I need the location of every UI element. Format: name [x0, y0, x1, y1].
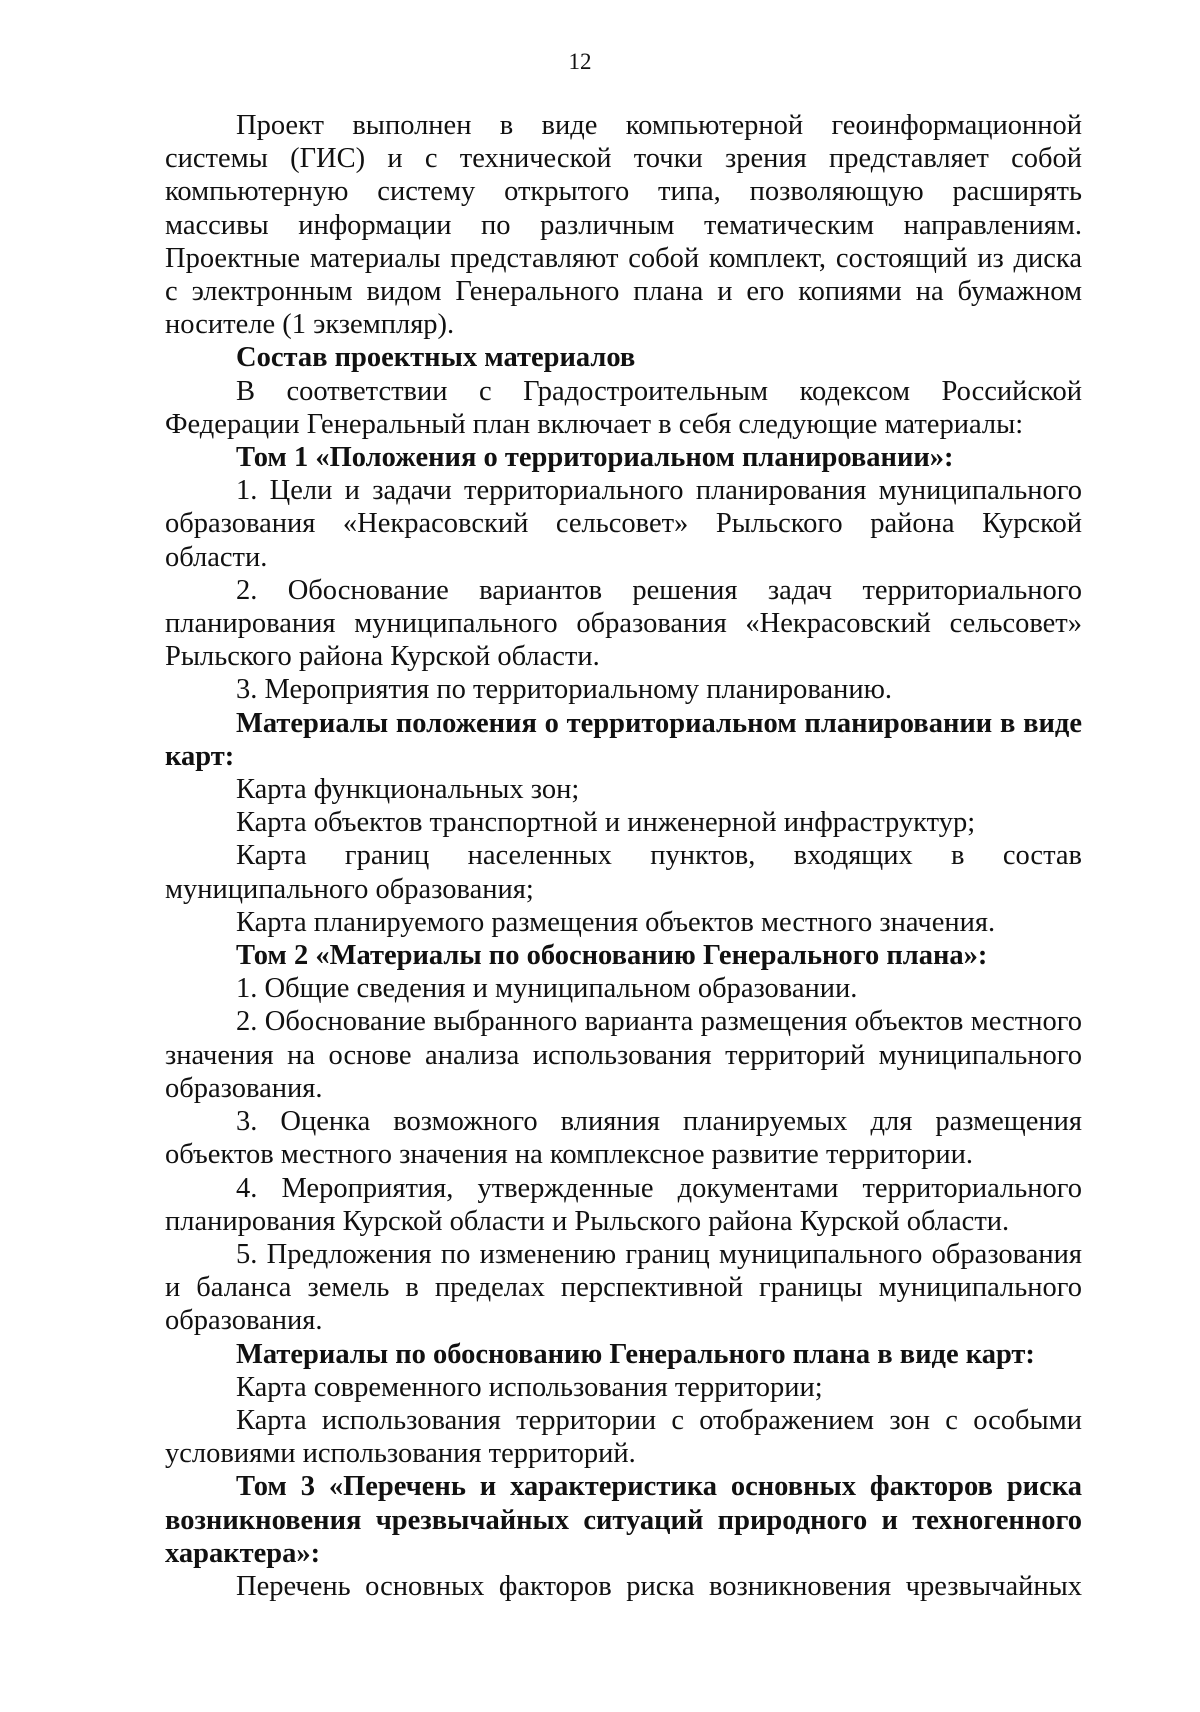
- list-item: Карта объектов транспортной и инженерной инфраструктур;: [236, 807, 976, 839]
- list-item: 3. Мероприятия по территориальному планированию.: [236, 674, 893, 706]
- page-number: 12: [568, 49, 592, 74]
- heading-maps-volume-1: Материалы положения о территориальном планировании в виде карт:: [165, 707, 1082, 772]
- list-item: 2. Обоснование выбранного варианта размещения объектов местного значения на основе анализа использования территорий муниципального образования.: [165, 1006, 1082, 1104]
- list-item: 2. Обоснование вариантов решения задач территориального планирования муниципального образования «Некрасовский сельсовет» Рыльского района Курской области.: [165, 574, 1082, 673]
- list-item: Карта функциональных зон;: [236, 774, 580, 806]
- list-item: 1. Общие сведения и муниципальном образовании.: [236, 973, 858, 1005]
- paragraph-risk-factors: Перечень основных факторов риска возникновения чрезвычайных: [236, 1570, 1082, 1602]
- document-body: [165, 109, 1082, 1603]
- list-item: 5. Предложения по изменению границ муниципального образования и баланса земель в пределах перспективной границы муниципального образования.: [165, 1238, 1082, 1337]
- list-item: Карта планируемого размещения объектов местного значения.: [236, 906, 996, 938]
- list-item: Карта современного использования территории;: [236, 1371, 823, 1403]
- heading-materials: Состав проектных материалов: [236, 342, 636, 374]
- paragraph-accordance: В соответствии с Градостроительным кодексом Российской Федерации Генеральный план включает в себя следующие материалы:: [165, 375, 1082, 440]
- list-item: 4. Мероприятия, утвержденные документами территориального планирования Курской области и Рыльского района Курской области.: [165, 1172, 1082, 1237]
- list-item: 1. Цели и задачи территориального планирования муниципального образования «Некрасовский сельсовет» Рыльского района Курской области.: [165, 475, 1082, 573]
- heading-volume-2: Том 2 «Материалы по обоснованию Генерального плана»:: [236, 940, 988, 972]
- list-item: Карта границ населенных пунктов, входящих в состав муниципального образования;: [165, 840, 1082, 905]
- heading-maps-volume-2: Материалы по обоснованию Генерального плана в виде карт:: [236, 1338, 1035, 1370]
- paragraph-intro: Проект выполнен в виде компьютерной геоинформационной системы (ГИС) и с технической точки зрения представляет собой компьютерную систему открытого типа, позволяющую расширять массивы информации по различным тематическим направлениям. Проектные материалы представляют собой комплект, состоящий из диска с электронным видом Генерального плана и его копиями на бумажном носителе (1 экземпляр).: [165, 110, 1082, 341]
- list-item: Карта использования территории с отображением зон с особыми условиями использования территорий.: [165, 1404, 1082, 1470]
- heading-volume-3: Том 3 «Перечень и характеристика основных факторов риска возникновения чрезвычайных ситуаций природного и техногенного характера»:: [165, 1471, 1082, 1569]
- list-item: 3. Оценка возможного влияния планируемых для размещения объектов местного значения на комплексное развитие территории.: [165, 1106, 1082, 1171]
- heading-volume-1: Том 1 «Положения о территориальном планировании»:: [236, 442, 954, 474]
